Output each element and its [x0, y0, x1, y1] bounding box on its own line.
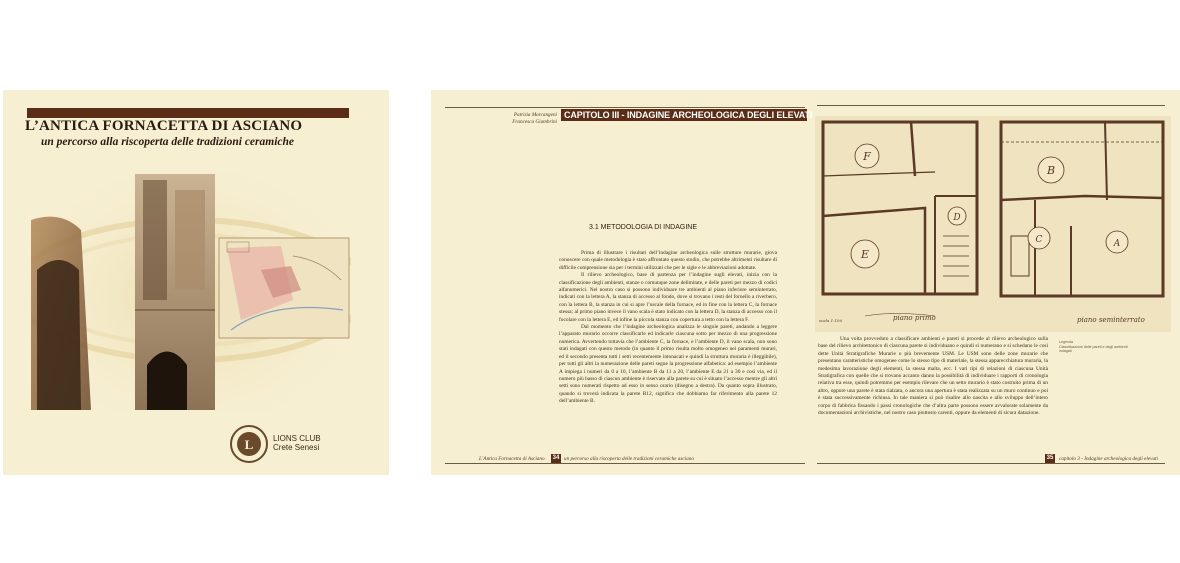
- chapter-title: CAPITOLO III - INDAGINE ARCHEOLOGICA DEGLI ELEVATI: [564, 109, 813, 120]
- footer-rule-left: [445, 463, 805, 464]
- book-spread: [431, 90, 1180, 475]
- lions-club-label: [273, 434, 321, 452]
- footer-book-title: L’Antica Fornacetta di Asciano: [479, 456, 545, 462]
- footer-left-subtitle: un percorso alla riscoperta delle tradizioni ceramiche asciano: [564, 456, 694, 462]
- footer-right: capitolo 3 - Indagine archeologica degli elevati: [1059, 456, 1158, 462]
- lions-club-emblem: [229, 424, 269, 464]
- body-text-right: [818, 336, 1048, 452]
- plan-room-label: E: [860, 248, 870, 261]
- plan-scale: scala 1:100: [819, 318, 843, 323]
- plan-room-label: B: [1046, 164, 1056, 177]
- paragraph: Una volta provveduto a classificare ambienti e pareti si procede al rilievo archeologico sulla base del rilievo architettonico di ciascuna parete si individuano e quindi si numerano e si schedano le così dette Unità Stratigrafiche Murarie o più brevemente USM. Le USM sono delle zone murarie che presentano caratteristiche omogenee come lo stesso tipo di materiale, la stessa apparecchiatura muraria, la medesima lavorazione degli elementi, la stessa malta, ecc. I vari tipi di relazioni di ciascuna Unità Stratigrafica con quelle che si trovano accanto danno la possibilità di individuare i rapporti di cronologia relativa tra esse, quindi potremmo per esempio rilevare che un setto murario è stato costruito prima di un altro, oppure una parete è stata rialzata, o ancora una apertura è stata realizzata su un muro continuo e poi è stata successivamente richiusa. In tale maniera si può risalire allo nascita e allo sviluppo dell’intero corpo di fabbrica fissando i passi cronologiche che d’altra parte possono essere avvalorate solamente da documentazioni archivistiche, nel nostro caso piuttosto carenti, oppure da elementi di sicura datazione.: [818, 336, 1048, 417]
- cover-photo-collage: [31, 160, 351, 410]
- figure-caption-title: Legenda: [1059, 340, 1073, 344]
- footer-rule-right: [817, 463, 1165, 464]
- paragraph: Dal momento che l’indagine archeologica analizza le singole pareti, andando a leggere l’apparato murario occorre classificarle ed indicarle ciascuna sotto per mezzo di una progressione numerica. Avvertendo tuttavia che l’ambiente C, la fornace, e l’ambiente D, il vano scala, non sono stati indagati con questo metodo (in quanto il primo risulta molto omogeneo nei paramenti murari, ed il secondo presenta tutti i setti recentemente intonacati e quindi la struttura muraria è illeggibile), per tutti gli altri la numerazione delle pareti segue la progressione alfabetica: ad esempio l’ambiente A impiega i numeri da 0 a 10, l’ambiente B da 11 a 20, l’ambiente E da 21 a 30 e così via, ed il numero più basso di ciascun ambiente è riservato alla parete su cui è situato l’accesso mentre gli altri setti sono numerati rispetto ad esso in senso orario (disegno a destra). Da quanto sopra illustrato, quando si troverà indicata la parete B12, significa che dobbiamo far riferimento alla parete 12 dell’ambiente B.: [559, 324, 777, 405]
- authors: [499, 112, 557, 125]
- plan-room-label: A: [1113, 239, 1121, 249]
- body-text-left: [559, 250, 777, 450]
- plan-title-left: piano primo: [893, 314, 936, 322]
- page-number-right: 35: [1046, 455, 1054, 461]
- plan-title-right: piano seminterrato: [1077, 316, 1145, 324]
- cover-subtitle: un percorso alla riscoperta delle tradizioni ceramiche: [41, 136, 294, 148]
- paragraph: Prima di illustrare i risultati dell’indagine archeologica sulle strutture murarie, giova conoscere con quale metodologia è stato affrontato questo studio, che potrebbe altrimenti risultare di difficile comprensione sia per i termini utilizzati che per le sigle e le abbreviazioni adottate.: [559, 250, 777, 271]
- figure-caption: [1059, 340, 1139, 354]
- cover-title-bar: [27, 108, 349, 118]
- plan-room-label: C: [1035, 235, 1043, 245]
- lions-club-name: LIONS CLUB: [273, 434, 321, 443]
- author-2: Francesca Giambrini: [512, 118, 557, 125]
- plan-room-label: D: [953, 213, 961, 223]
- page-number-left: 34: [552, 455, 560, 461]
- cover-title: L’ANTICA FORNACETTA DI ASCIANO: [25, 118, 303, 134]
- floor-plans-figure: [815, 116, 1171, 332]
- paragraph: Il rilievo archeologico, base di partenza per l’indagine sugli elevati, inizia con la classificazione degli ambienti, stanze o comunque zone delimitate, e delle pareti per mezzo di codici alfanumerici. Nel nostro caso si possono individuare tre ambienti al piano inferiore seminterrato, indicati con la lettera A, la stanza di accesso al fondo, dove si trovano i resti del fornello a riverbero, con la lettera B, la stanza in cui si apre l’uscale della fornace, ed in fine con la lettera C, la fornace stessa; al primo piano invece il vano scala è stato indicato con la lettera D, la stanza di accesso con il focolare con la lettera E, ed infine la piccola stanza con copertura a tetto con la lettera F.: [559, 272, 777, 323]
- plan-room-label: F: [863, 150, 871, 163]
- lions-club-region: Crete Senesi: [273, 443, 320, 452]
- footer-left: [479, 456, 545, 462]
- lions-emblem-letter: L: [244, 437, 254, 452]
- section-heading: 3.1 METODOLOGIA DI INDAGINE: [589, 224, 698, 231]
- author-1: Patrizia Marcangeni: [513, 112, 557, 118]
- header-rule-left: [445, 107, 805, 108]
- cover-page: [3, 90, 389, 475]
- header-rule-right: [817, 105, 1165, 106]
- figure-caption-text: Classificazione delle pareti e degli ambienti indagati: [1059, 344, 1128, 354]
